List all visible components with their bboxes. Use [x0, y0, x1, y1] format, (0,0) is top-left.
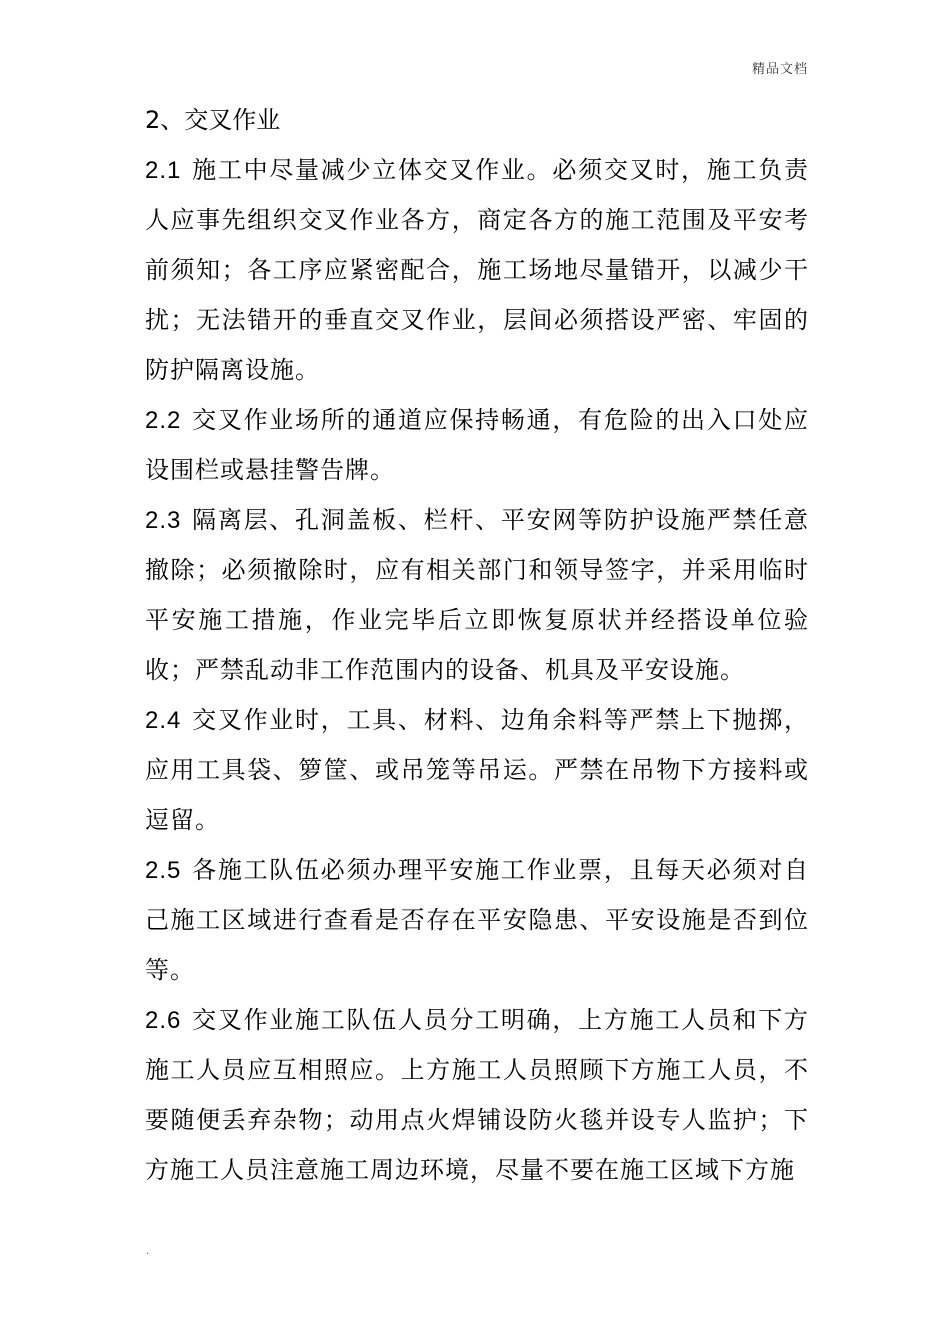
clause-number: 2.3 [145, 507, 182, 534]
paragraph-line [145, 945, 809, 995]
document-body [145, 95, 809, 1195]
paragraph-line [145, 995, 809, 1045]
line-text: 施工中尽量减少立体交叉作业。必须交叉时，施工负责 [191, 156, 809, 184]
paragraph-line [145, 795, 809, 845]
paragraph-line [145, 445, 809, 495]
clause-paragraph [145, 145, 809, 395]
paragraph-line [145, 1095, 809, 1145]
clause-paragraph [145, 695, 809, 845]
paragraph-line [145, 345, 809, 395]
clause-paragraph [145, 845, 809, 995]
clause-number: 2.6 [145, 1007, 182, 1034]
clause-number: 2.1 [145, 157, 182, 184]
clause-number: 2.2 [145, 407, 182, 434]
line-text: 施工人员应互相照应。上方施工人员照顾下方施工人员，不 [145, 1056, 809, 1084]
line-text: 方施工人员注意施工周边环境，尽量不要在施工区域下方施 [145, 1156, 795, 1184]
line-text: 应用工具袋、箩筐、或吊笼等吊运。严禁在吊物下方接料或 [145, 756, 809, 784]
header-watermark: 精品文档 [751, 62, 808, 77]
paragraph-list [145, 145, 809, 1195]
footer-mark: . [146, 1246, 150, 1257]
paragraph-line [145, 845, 809, 895]
paragraph-line [145, 295, 809, 345]
paragraph-line [145, 645, 809, 695]
line-text: 等。 [145, 956, 195, 984]
line-text: 防护隔离设施。 [145, 356, 320, 384]
paragraph-line [145, 195, 809, 245]
line-text: 己施工区域进行查看是否存在平安隐患、平安设施是否到位 [145, 906, 809, 934]
line-text: 扰；无法错开的垂直交叉作业，层间必须搭设严密、牢固的 [145, 306, 809, 334]
paragraph-line [145, 595, 809, 645]
clause-paragraph [145, 495, 809, 695]
paragraph-line [145, 745, 809, 795]
paragraph-line [145, 695, 809, 745]
clause-paragraph [145, 995, 809, 1195]
line-text: 设围栏或悬挂警告牌。 [145, 456, 395, 484]
paragraph-line [145, 245, 809, 295]
line-text: 隔离层、孔洞盖板、栏杆、平安网等防护设施严禁任意 [191, 506, 809, 534]
line-text: 撤除；必须撤除时，应有相关部门和领导签字，并采用临时 [145, 556, 809, 584]
paragraph-line [145, 145, 809, 195]
paragraph-line [145, 395, 809, 445]
line-text: 交叉作业场所的通道应保持畅通，有危险的出入口处应 [191, 406, 809, 434]
paragraph-line [145, 545, 809, 595]
line-text: 逗留。 [145, 806, 220, 834]
paragraph-line [145, 1045, 809, 1095]
paragraph-line [145, 495, 809, 545]
line-text: 交叉作业施工队伍人员分工明确，上方施工人员和下方 [191, 1006, 809, 1034]
clause-number: 2.4 [145, 707, 182, 734]
line-text: 前须知；各工序应紧密配合，施工场地尽量错开，以减少干 [145, 256, 809, 284]
paragraph-line [145, 895, 809, 945]
line-text: 要随便丢弃杂物；动用点火焊铺设防火毯并设专人监护；下 [145, 1106, 809, 1134]
line-text: 各施工队伍必须办理平安施工作业票，且每天必须对自 [191, 856, 809, 884]
paragraph-line [145, 1145, 809, 1195]
section-heading: 2、交叉作业 [145, 106, 281, 134]
line-text: 平安施工措施，作业完毕后立即恢复原状并经搭设单位验 [145, 606, 809, 634]
clause-number: 2.5 [145, 857, 182, 884]
line-text: 收；严禁乱动非工作范围内的设备、机具及平安设施。 [145, 656, 745, 684]
line-text: 人应事先组织交叉作业各方，商定各方的施工范围及平安考 [145, 206, 809, 234]
clause-paragraph [145, 395, 809, 495]
line-text: 交叉作业时，工具、材料、边角余料等严禁上下抛掷， [191, 706, 809, 734]
